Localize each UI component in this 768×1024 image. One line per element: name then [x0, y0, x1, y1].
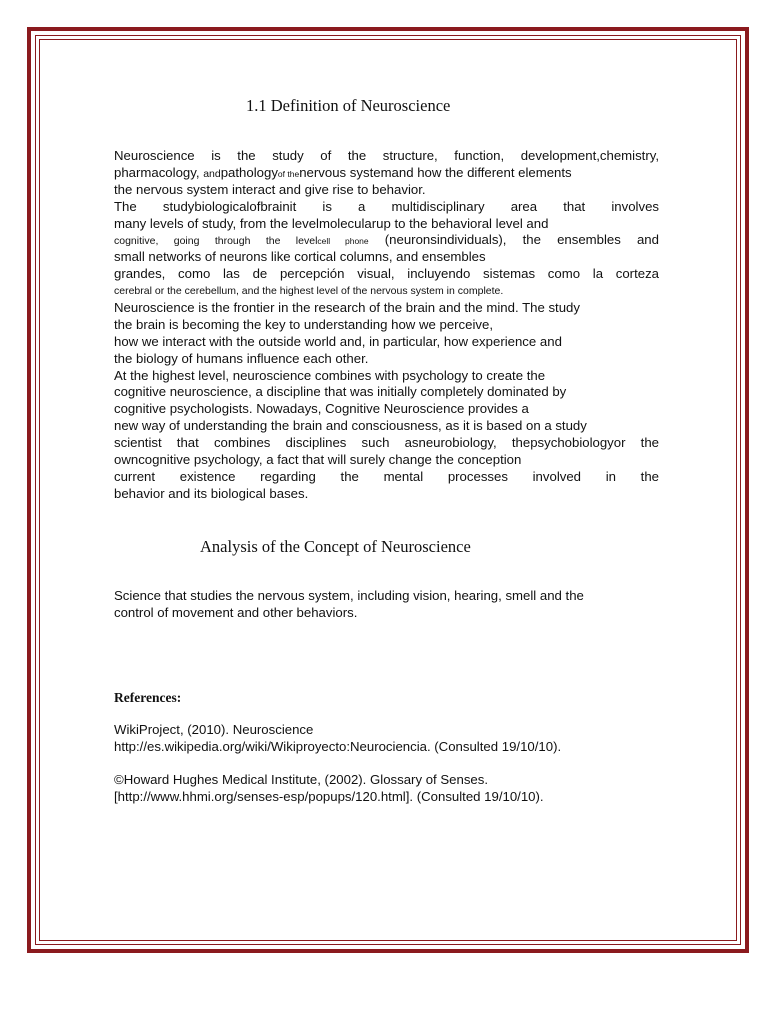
text-line: The studybiologicalofbrainit is a multidisciplinary area that involves: [114, 198, 659, 214]
reference-url: http://es.wikipedia.org/wiki/Wikiproyecto:Neurociencia. (Consulted 19/10/10).: [114, 738, 562, 754]
text-line: small networks of neurons like cortical columns, and ensembles: [114, 249, 486, 265]
analysis-paragraph: [114, 588, 659, 622]
reference-line: ©Howard Hughes Medical Institute, (2002). Glossary of Senses.: [114, 772, 489, 787]
text-line: pharmacology, andpathologyof thenervous systemand how the different elements: [114, 164, 572, 180]
text-line: cognitive psychologists. Nowadays, Cognitive Neuroscience provides a: [114, 401, 529, 417]
text-line: Neuroscience is the study of the structure, function, development,chemistry,: [114, 148, 659, 163]
reference-entry-hhmi: [114, 772, 674, 806]
text-line: At the highest level, neuroscience combines with psychology to create the: [114, 367, 546, 383]
text-line: grandes, como las de percepción visual, incluyendo sistemas como la corteza: [114, 266, 659, 282]
text-line: the nervous system interact and give rise to behavior.: [114, 181, 426, 197]
reference-line: WikiProject, (2010). Neuroscience: [114, 722, 314, 737]
text-line: cognitive, going through the levelcell phone (neuronsindividuals), the ensembles and: [114, 232, 659, 248]
text-line: Science that studies the nervous system, including vision, hearing, smell and the: [114, 588, 584, 603]
text-line: cerebral or the cerebellum, and the highest level of the nervous system in complete.: [114, 285, 504, 298]
text-line: current existence regarding the mental processes involved in the: [114, 468, 659, 484]
text-line: the brain is becoming the key to understanding how we perceive,: [114, 316, 493, 332]
references-heading: References:: [114, 690, 182, 705]
text-line: how we interact with the outside world and, in particular, how experience and: [114, 333, 562, 349]
definition-paragraph: [114, 148, 659, 503]
text-line: cognitive neuroscience, a discipline that was initially completely dominated by: [114, 384, 567, 400]
text-line: owncognitive psychology, a fact that will surely change the conception: [114, 452, 522, 468]
reference-entry-wikiproject: [114, 722, 674, 756]
text-line: Neuroscience is the frontier in the research of the brain and the mind. The study: [114, 300, 580, 316]
text-line: behavior and its biological bases.: [114, 485, 309, 501]
text-line: new way of understanding the brain and consciousness, as it is based on a study: [114, 418, 587, 434]
section-heading-definition: 1.1 Definition of Neuroscience: [246, 96, 451, 115]
text-line: control of movement and other behaviors.: [114, 604, 358, 620]
text-line: many levels of study, from the levelmolecularup to the behavioral level and: [114, 215, 549, 231]
text-line: the biology of humans influence each other.: [114, 350, 369, 366]
reference-url: [http://www.hhmi.org/senses-esp/popups/120.html]. (Consulted 19/10/10).: [114, 788, 544, 804]
text-line: scientist that combines disciplines such asneurobiology, thepsychobiologyor the: [114, 435, 659, 451]
section-heading-analysis: Analysis of the Concept of Neuroscience: [200, 537, 471, 556]
